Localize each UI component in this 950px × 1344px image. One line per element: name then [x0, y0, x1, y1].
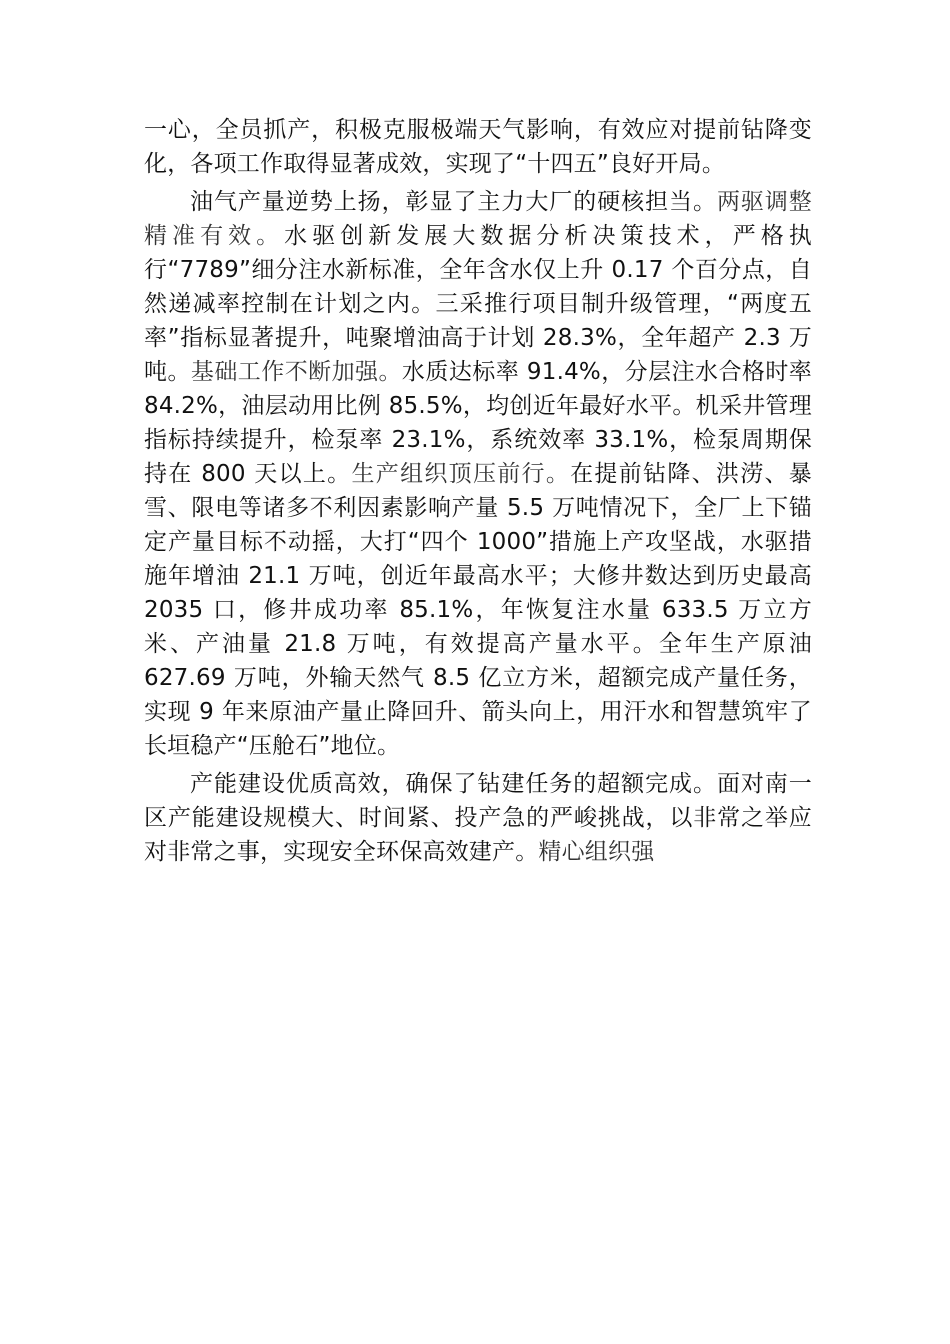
paragraph-2-body-3: 在提前钻降、洪涝、暴雪、限电等诸多不利因素影响产量 5.5 万吨情况下，全厂上下锚定产量目标不动摇，大打“四个 1000”措施上产攻坚战，水驱措施年增油 21.1 万吨，创近年最高水平；大修井数达到历史最高 2035 口，修井成功率 85.1%，年恢复注水量 633.5 万立方米、产油量 21.8 万吨，有效提高产量水平。全年生产原油 627.69 万吨，外输天然气 8.5 亿立方米，超额完成产量任务，实现 9 年来原油产量止降回升、箭头向上，用汗水和智慧筑牢了长垣稳产“压舱石”地位。 — [144, 461, 812, 759]
paragraph-2-subhead-2: 基础工作不断加强。 — [190, 359, 402, 385]
paragraph-3-lead: 产能建设优质高效，确保了钻建任务的超额完成。面对南一区产能建设规模大、时间紧、投产急的严峻挑战，以非常之举应对非常之事，实现安全环保高效建产。 — [144, 771, 812, 865]
paragraph-2 — [144, 185, 812, 763]
paragraph-1-text: 一心，全员抓产，积极克服极端天气影响，有效应对提前钻降变化，各项工作取得显著成效，实现了“十四五”良好开局。 — [144, 117, 812, 177]
paragraph-2-subhead-1: 两驱调整精准有效。 — [144, 189, 812, 249]
paragraph-2-subhead-3: 生产组织顶压前行。 — [351, 461, 571, 487]
paragraph-3 — [144, 767, 812, 869]
paragraph-1 — [144, 113, 812, 181]
document-page — [144, 113, 812, 869]
paragraph-2-body-2: 水质达标率 91.4%，分层注水合格时率 84.2%，油层动用比例 85.5%，均创近年最好水平。机采井管理指标持续提升，检泵率 23.1%，系统效率 33.1%，检泵周期保持在 800 天以上。 — [144, 359, 812, 487]
paragraph-2-lead: 油气产量逆势上扬，彰显了主力大厂的硬核担当。 — [190, 189, 717, 215]
paragraph-3-subhead-1: 精心组织强 — [538, 839, 655, 865]
paragraph-2-body-1: 水驱创新发展大数据分析决策技术，严格执行“7789”细分注水新标准，全年含水仅上升 0.17 个百分点，自然递减率控制在计划之内。三采推行项目制升级管理，“两度五率”指标显著提升，吨聚增油高于计划 28.3%，全年超产 2.3 万吨。 — [144, 223, 812, 385]
